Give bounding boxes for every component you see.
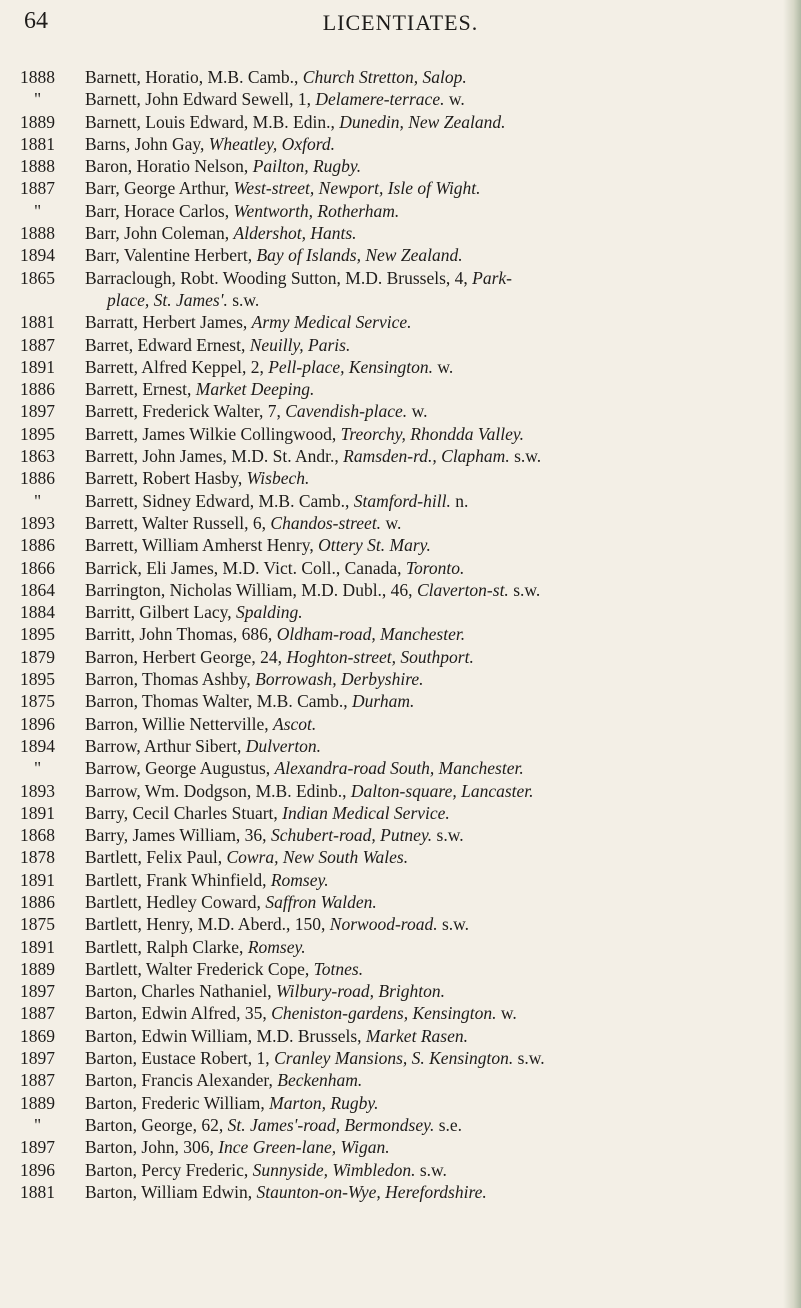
entry-place: Cavendish-place. (285, 401, 408, 422)
entry-year: 1864 (20, 579, 55, 600)
entry-text (85, 1181, 783, 1203)
entry-place: Ramsden-rd., Clapham. (343, 446, 510, 467)
entry-name: Barrett, Sidney Edward, M.B. Camb., (85, 490, 354, 511)
list-item (0, 690, 801, 712)
entry-place: St. James'-road, Bermondsey. (227, 1114, 435, 1135)
list-item (0, 891, 801, 913)
entry-year: 1897 (20, 1048, 55, 1069)
entry-name: Barritt, Gilbert Lacy, (85, 602, 236, 623)
entry-year: 1875 (20, 914, 55, 935)
list-item (0, 1092, 801, 1114)
entry-place: Oldham-road, Manchester. (276, 624, 466, 645)
list-item (0, 244, 801, 266)
entry-year: 1894 (20, 245, 55, 266)
entry-text (85, 623, 783, 645)
entry-place: Delamere-terrace. (315, 89, 445, 110)
list-item (0, 713, 801, 735)
entry-name: Barron, Thomas Ashby, (85, 669, 256, 690)
entry-year: 1896 (20, 713, 55, 734)
entry-year: 1893 (20, 780, 55, 801)
entry-name: Barrick, Eli James, M.D. Vict. Coll., Canada, (85, 557, 406, 578)
entry-text (85, 980, 783, 1002)
entry-name: Barrow, Wm. Dodgson, M.B. Edinb., (85, 780, 351, 801)
entry-name: Barrett, James Wilkie Collingwood, (85, 423, 341, 444)
entry-name: Barton, John, 306, (85, 1137, 219, 1158)
entry-place: Wentworth, Rotherham. (233, 200, 400, 221)
entry-place: Pailton, Rugby. (252, 156, 362, 177)
list-item (0, 267, 801, 289)
entry-name: Bartlett, Felix Paul, (85, 847, 227, 868)
entry-name: Barron, Herbert George, 24, (85, 646, 287, 667)
entry-year: 1865 (20, 267, 55, 288)
list-item (0, 200, 801, 222)
entry-name: Barry, Cecil Charles Stuart, (85, 802, 283, 823)
list-item (0, 356, 801, 378)
entry-text (85, 356, 783, 378)
entry-district: w. (432, 356, 454, 377)
entry-district: s.w. (508, 579, 541, 600)
entry-name: Barton, Eustace Robert, 1, (85, 1048, 275, 1069)
entry-text (85, 490, 783, 512)
list-item (0, 445, 801, 467)
entry-district: s.w. (432, 825, 464, 846)
entry-year: " (34, 758, 42, 779)
list-item (0, 757, 801, 779)
list-item (0, 601, 801, 623)
entry-year: 1886 (20, 379, 55, 400)
entry-year: 1893 (20, 512, 55, 533)
entry-place: Pell-place, Kensington. (268, 356, 433, 377)
entry-name: Bartlett, Henry, M.D. Aberd., 150, (85, 914, 330, 935)
entry-place: Neuilly, Paris. (249, 334, 351, 355)
entry-text (85, 311, 783, 333)
entry-place: West-street, Newport, Isle of Wight. (233, 178, 481, 199)
entry-year: 1888 (20, 156, 55, 177)
entry-place: Dalton-square, Lancaster. (350, 780, 534, 801)
entry-name: Barraclough, Robt. Wooding Sutton, M.D. Brussels, 4, (85, 267, 473, 288)
entry-place: Sunnyside, Wimbledon. (252, 1159, 416, 1180)
entry-place: Alexandra-road South, Manchester. (274, 758, 524, 779)
list-item (0, 133, 801, 155)
entry-text (85, 1114, 783, 1136)
entry-name: Barrett, Walter Russell, 6, (85, 512, 271, 533)
entry-name: Bartlett, Ralph Clarke, (85, 936, 248, 957)
list-item (0, 111, 801, 133)
entry-place: Cranley Mansions, S. Kensington. (274, 1048, 514, 1069)
entry-list (0, 66, 801, 1203)
entry-place: Toronto. (405, 557, 465, 578)
entry-name: Barton, Percy Frederic, (85, 1159, 253, 1180)
entry-year: 1863 (20, 446, 55, 467)
entry-text (85, 802, 783, 824)
entry-district: s.w. (227, 289, 260, 310)
entry-text (85, 445, 783, 467)
entry-name: Bartlett, Walter Frederick Cope, (85, 958, 314, 979)
list-item (0, 846, 801, 868)
entry-text (85, 646, 783, 668)
entry-name: Barrett, Ernest, (85, 379, 196, 400)
entry-name: Barr, George Arthur, (85, 178, 234, 199)
list-item (0, 557, 801, 579)
list-item (0, 311, 801, 333)
list-item (0, 334, 801, 356)
entry-district: w. (444, 89, 465, 110)
list-item (0, 88, 801, 110)
entry-year: 1896 (20, 1159, 55, 1180)
entry-name: Barrett, Frederick Walter, 7, (85, 401, 286, 422)
entry-name: Barton, Edwin Alfred, 35, (85, 1003, 272, 1024)
entry-text (85, 88, 783, 110)
list-item (0, 1136, 801, 1158)
entry-text (85, 1092, 783, 1114)
list-item (0, 1025, 801, 1047)
entry-year: 1895 (20, 423, 55, 444)
entry-text (85, 780, 783, 802)
entry-year: 1895 (20, 669, 55, 690)
entry-text (85, 958, 783, 980)
entry-text (85, 735, 783, 757)
entry-text (85, 713, 783, 735)
entry-text (85, 133, 783, 155)
entry-name: Barrett, William Amherst Henry, (85, 535, 319, 556)
entry-year: 1887 (20, 1070, 55, 1091)
entry-name: Barton, Charles Nathaniel, (85, 981, 276, 1002)
list-item (0, 512, 801, 534)
entry-place: Cowra, New South Wales. (226, 847, 409, 868)
list-item (0, 400, 801, 422)
entry-year: 1897 (20, 981, 55, 1002)
entry-place: Marton, Rugby. (269, 1092, 379, 1113)
entry-year: 1881 (20, 1181, 55, 1202)
entry-place: place, St. James'. (107, 289, 228, 310)
entry-text (85, 913, 783, 935)
entry-text (85, 824, 783, 846)
entry-year: 1891 (20, 356, 55, 377)
entry-place: Staunton-on-Wye, Herefordshire. (256, 1181, 487, 1202)
entry-place: Claverton-st. (416, 579, 509, 600)
entry-place: Church Stretton, Salop. (302, 67, 467, 87)
entry-name: Barton, Francis Alexander, (85, 1070, 278, 1091)
list-item (0, 289, 801, 311)
entry-place: Aldershot, Hants. (233, 223, 357, 244)
entry-year: 1897 (20, 401, 55, 422)
entry-place: Cheniston-gardens, Kensington. (271, 1003, 497, 1024)
entry-district: s.w. (415, 1159, 447, 1180)
entry-year: 1887 (20, 334, 55, 355)
entry-year: 1886 (20, 468, 55, 489)
entry-text (85, 1136, 783, 1158)
entry-name: Barrow, Arthur Sibert, (85, 735, 246, 756)
entry-district: w. (496, 1003, 517, 1024)
entry-text (85, 869, 783, 891)
list-item (0, 623, 801, 645)
entry-place: Wheatley, Oxford. (208, 133, 335, 154)
entry-place: Norwood-road. (329, 914, 438, 935)
entry-text (85, 111, 783, 133)
entry-name: Barritt, John Thomas, 686, (85, 624, 277, 645)
entry-text (85, 467, 783, 489)
list-item (0, 222, 801, 244)
entry-name: Barron, Thomas Walter, M.B. Camb., (85, 691, 353, 712)
list-item (0, 1159, 801, 1181)
page-edge-shadow (783, 0, 801, 1308)
entry-text (85, 601, 783, 623)
entry-place: Wilbury-road, Brighton. (276, 981, 446, 1002)
entry-text (85, 222, 783, 244)
entry-place: Indian Medical Service. (282, 802, 450, 823)
list-item (0, 1069, 801, 1091)
entry-district: w. (381, 512, 402, 533)
entry-text (85, 1002, 783, 1024)
entry-year: " (34, 490, 42, 511)
entry-district: n. (450, 490, 469, 511)
entry-year: 1869 (20, 1025, 55, 1046)
entry-text (85, 846, 783, 868)
entry-text (85, 66, 783, 88)
entry-year: 1868 (20, 825, 55, 846)
entry-year: 1888 (20, 67, 55, 87)
list-item (0, 177, 801, 199)
list-item (0, 646, 801, 668)
entry-name: Barret, Edward Ernest, (85, 334, 250, 355)
entry-place: Hoghton-street, Southport. (286, 646, 474, 667)
entry-name: Bartlett, Hedley Coward, (85, 891, 266, 912)
list-item (0, 1047, 801, 1069)
entry-name: Barrington, Nicholas William, M.D. Dubl., 46, (85, 579, 417, 600)
list-item (0, 490, 801, 512)
entry-year: 1886 (20, 891, 55, 912)
list-item (0, 913, 801, 935)
entry-text (85, 579, 783, 601)
entry-name: Barnett, Horatio, M.B. Camb., (85, 67, 303, 87)
entry-year: 1889 (20, 958, 55, 979)
entry-place: Market Deeping. (195, 379, 315, 400)
entry-name: Barr, Horace Carlos, (85, 200, 234, 221)
entry-year: 1891 (20, 936, 55, 957)
entry-text (85, 534, 783, 556)
entry-district: s.w. (509, 446, 542, 467)
entry-place: Schubert-road, Putney. (270, 825, 433, 846)
list-item (0, 467, 801, 489)
entry-text (85, 1069, 783, 1091)
entry-place: Borrowash, Derbyshire. (255, 669, 424, 690)
entry-year: " (34, 200, 42, 221)
list-item (0, 66, 801, 88)
entry-place: Market Rasen. (365, 1025, 468, 1046)
list-item (0, 1002, 801, 1024)
entry-name: Barton, Edwin William, M.D. Brussels, (85, 1025, 366, 1046)
entry-text (85, 668, 783, 690)
entry-place: Totnes. (313, 958, 364, 979)
entry-text (85, 378, 783, 400)
entry-year: 1881 (20, 133, 55, 154)
entry-text (85, 334, 783, 356)
entry-name: Barnett, John Edward Sewell, 1, (85, 89, 316, 110)
entry-place: Beckenham. (277, 1070, 363, 1091)
entry-year: 1884 (20, 602, 55, 623)
entry-name: Barns, John Gay, (85, 133, 209, 154)
entry-name: Barr, Valentine Herbert, (85, 245, 257, 266)
entry-year: 1887 (20, 1003, 55, 1024)
list-item (0, 802, 801, 824)
entry-district: s.w. (513, 1048, 545, 1069)
entry-year: 1895 (20, 624, 55, 645)
list-item (0, 668, 801, 690)
entry-name: Barr, John Coleman, (85, 223, 234, 244)
entry-year: 1889 (20, 1092, 55, 1113)
entry-year: " (34, 1114, 42, 1135)
page-header (0, 6, 801, 42)
list-item (0, 579, 801, 601)
entry-year: 1891 (20, 802, 55, 823)
list-item (0, 936, 801, 958)
entry-name: Barrett, Robert Hasby, (85, 468, 247, 489)
list-item (0, 155, 801, 177)
entry-place: Chandos-street. (270, 512, 382, 533)
entry-place: Ascot. (273, 713, 317, 734)
list-item (0, 735, 801, 757)
entry-place: Stamford-hill. (353, 490, 451, 511)
entry-name: Bartlett, Frank Whinfield, (85, 869, 271, 890)
entry-name: Barton, Frederic William, (85, 1092, 270, 1113)
entry-district: s.w. (437, 914, 470, 935)
entry-year: 1888 (20, 223, 55, 244)
list-item (0, 1114, 801, 1136)
entry-text (85, 1047, 783, 1069)
entry-place: Durham. (352, 691, 415, 712)
entry-place: Army Medical Service. (251, 312, 412, 333)
entry-place: Romsey. (247, 936, 306, 957)
entry-place: Wisbech. (246, 468, 310, 489)
entry-district: s.e. (434, 1114, 463, 1135)
list-item (0, 534, 801, 556)
entry-place: Treorchy, Rhondda Valley. (340, 423, 525, 444)
entry-place: Bay of Islands, New Zealand. (256, 245, 463, 266)
entry-place: Ince Green-lane, Wigan. (218, 1137, 390, 1158)
entry-place: Ottery St. Mary. (318, 535, 431, 556)
entry-year: 1889 (20, 111, 55, 132)
entry-year: 1891 (20, 869, 55, 890)
entry-year: 1886 (20, 535, 55, 556)
entry-year: " (34, 89, 42, 110)
entry-district: w. (407, 401, 428, 422)
entry-year: 1866 (20, 557, 55, 578)
entry-year: 1875 (20, 691, 55, 712)
list-item (0, 869, 801, 891)
entry-text (85, 400, 783, 422)
entry-name: Barton, William Edwin, (85, 1181, 257, 1202)
list-item (0, 378, 801, 400)
entry-name: Barratt, Herbert James, (85, 312, 252, 333)
entry-text (85, 289, 783, 311)
entry-name: Barrow, George Augustus, (85, 758, 275, 779)
list-item (0, 423, 801, 445)
entry-place: Park- (472, 267, 513, 288)
entry-text (85, 557, 783, 579)
entry-text (85, 757, 783, 779)
list-item (0, 1181, 801, 1203)
entry-place: Saffron Walden. (265, 891, 377, 912)
entry-name: Barrett, Alfred Keppel, 2, (85, 356, 269, 377)
entry-text (85, 244, 783, 266)
page-number: 64 (24, 8, 48, 34)
list-item (0, 958, 801, 980)
list-item (0, 780, 801, 802)
entry-year: 1878 (20, 847, 55, 868)
entry-name: Barton, George, 62, (85, 1114, 228, 1135)
entry-name: Barnett, Louis Edward, M.B. Edin., (85, 111, 340, 132)
entry-text (85, 1025, 783, 1047)
entry-text (85, 423, 783, 445)
list-item (0, 824, 801, 846)
entry-name: Barrett, John James, M.D. St. Andr., (85, 446, 344, 467)
entry-place: Romsey. (270, 869, 329, 890)
entry-name: Baron, Horatio Nelson, (85, 156, 253, 177)
entry-text (85, 267, 783, 289)
entry-place: Spalding. (235, 602, 303, 623)
entry-text (85, 1159, 783, 1181)
entry-text (85, 690, 783, 712)
entry-text (85, 936, 783, 958)
entry-place: Dulverton. (245, 735, 322, 756)
entry-text (85, 155, 783, 177)
entry-year: 1894 (20, 735, 55, 756)
entry-text (85, 177, 783, 199)
entry-year: 1881 (20, 312, 55, 333)
entry-year: 1879 (20, 646, 55, 667)
entry-year: 1887 (20, 178, 55, 199)
entry-text (85, 200, 783, 222)
entry-text (85, 512, 783, 534)
entry-year: 1897 (20, 1137, 55, 1158)
entry-text (85, 891, 783, 913)
entry-name: Barron, Willie Netterville, (85, 713, 274, 734)
list-item (0, 980, 801, 1002)
entry-place: Dunedin, New Zealand. (339, 111, 506, 132)
running-title: LICENTIATES. (322, 10, 479, 35)
entry-name: Barry, James William, 36, (85, 825, 271, 846)
